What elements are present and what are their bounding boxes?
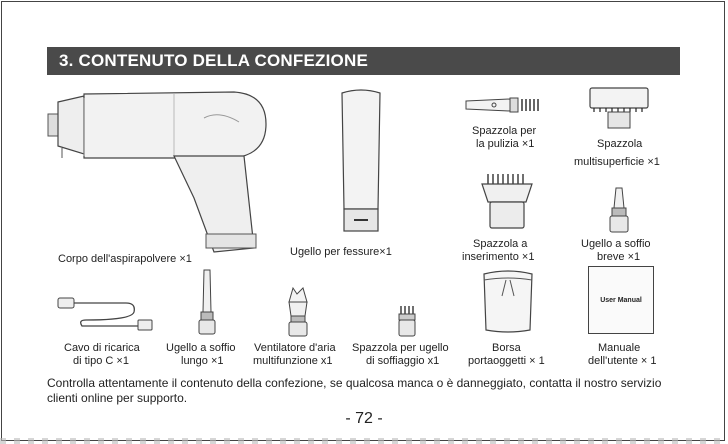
long-blow-nozzle-label-2: lungo ×1 xyxy=(181,355,224,367)
user-manual-label-2: dell'utente × 1 xyxy=(588,355,657,367)
multi-surface-brush-label-1: Spazzola xyxy=(597,138,643,150)
storage-bag-image xyxy=(478,266,538,339)
blow-nozzle-brush-label-1: Spazzola per ugello xyxy=(352,342,449,354)
footer-note: Controlla attentamente il contenuto della confezione, se qualcosa manca o è danneggiato, contatta il nostro servizio clienti online per supporto. xyxy=(47,376,662,405)
multi-surface-brush-label-2: multisuperficie ×1 xyxy=(574,156,660,168)
section-title: 3. CONTENUTO DELLA CONFEZIONE xyxy=(59,51,368,70)
multi-fan-label-1: Ventilatore d'aria xyxy=(254,342,336,354)
bottom-edge-decoration xyxy=(0,438,728,444)
cleaning-brush-image xyxy=(464,96,546,119)
short-blow-nozzle-label-1: Ugello a soffio xyxy=(581,238,651,250)
usb-cable-label-2: di tipo C ×1 xyxy=(73,355,129,367)
long-blow-nozzle-label-1: Ugello a soffio xyxy=(166,342,236,354)
user-manual-label-1: Manuale xyxy=(598,342,641,354)
multi-fan-label-2: multifunzione x1 xyxy=(253,355,333,367)
vacuum-body-image xyxy=(44,88,274,263)
short-blow-nozzle-label-2: breve ×1 xyxy=(597,251,641,263)
storage-bag-label-1: Borsa xyxy=(492,342,521,354)
storage-bag-label-2: portaoggetti × 1 xyxy=(468,355,545,367)
insert-brush-image xyxy=(478,172,536,237)
cleaning-brush-label-2: la pulizia ×1 xyxy=(476,138,535,150)
manual-cover-text: User Manual xyxy=(600,297,642,304)
cleaning-brush-label-1: Spazzola per xyxy=(472,125,537,137)
crevice-nozzle-image xyxy=(340,89,382,239)
page-number: - 72 - xyxy=(345,410,383,427)
short-blow-nozzle-image xyxy=(606,186,632,239)
blow-nozzle-brush-label-2: di soffiaggio x1 xyxy=(366,355,440,367)
long-blow-nozzle-image xyxy=(196,268,218,341)
multi-fan-image xyxy=(285,286,311,343)
usb-cable-image xyxy=(56,292,156,337)
vacuum-body-label: Corpo dell'aspirapolvere ×1 xyxy=(58,253,192,265)
multi-surface-brush-image xyxy=(588,86,650,137)
blow-nozzle-brush-image xyxy=(396,304,418,343)
insert-brush-label-2: inserimento ×1 xyxy=(462,251,535,263)
usb-cable-label-1: Cavo di ricarica xyxy=(64,342,140,354)
crevice-nozzle-label: Ugello per fessure×1 xyxy=(290,246,392,258)
user-manual-image xyxy=(588,266,654,334)
section-title-bar xyxy=(47,47,680,75)
insert-brush-label-1: Spazzola a xyxy=(473,238,528,250)
